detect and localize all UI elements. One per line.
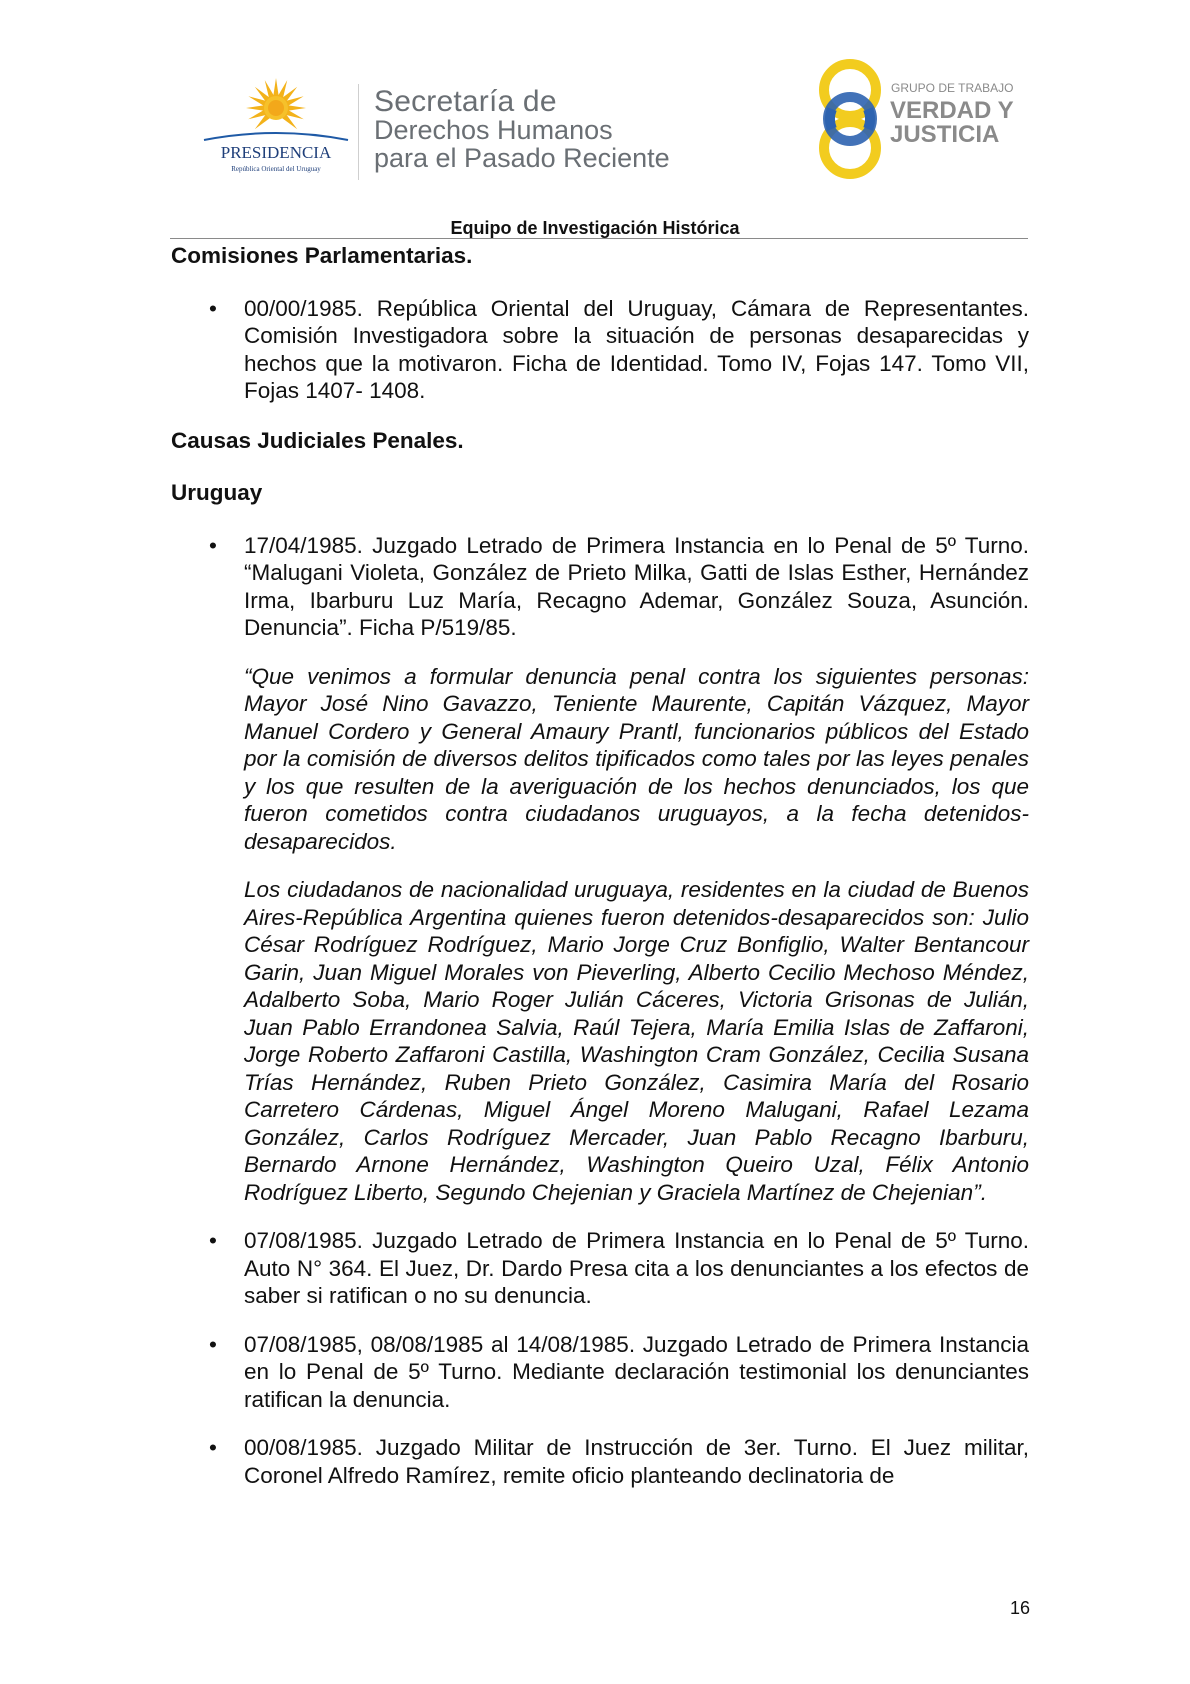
list-item <box>171 532 1029 642</box>
heading-uruguay: Uruguay <box>171 480 263 505</box>
bullet: • <box>209 1435 217 1460</box>
bullet: • <box>209 1331 217 1357</box>
list-item-text: 07/08/1985, 08/08/1985 al 14/08/1985. Juzgado Letrado de Primera Instancia en lo Penal de 5º Turno. Mediante declaración testimonial los denunciantes ratifican la denuncia. <box>244 1331 1029 1412</box>
list-item <box>171 1434 1029 1489</box>
secretaria-line-1: Secretaría de <box>374 85 557 118</box>
heading-causas: Causas Judiciales Penales. <box>171 427 464 453</box>
quote-paragraph: Los ciudadanos de nacionalidad uruguaya, residentes en la ciudad de Buenos Aires-República Argentina quienes fueron detenidos-desaparecidos son: Julio César Rodríguez Rodríguez, Mario Jorge Cruz Bonfiglio, Walter Bentancour Garin, Juan Miguel Morales von Pieverling, Alberto Cecilio Mechoso Méndez, Adalberto Soba, Mario Roger Julián Cáceres, Victoria Grisonas de Julián, Juan Pablo Errandonea Salvia, Raúl Tejera, María Emilia Islas de Zaffaroni, Jorge Roberto Zaffaroni Castilla, Washington Cram González, Cecilia Susana Trías Hernández, Ruben Prieto González, Casimira María del Rosario Carretero Cárdenas, Miguel Ángel Moreno Malugani, Rafael Lezama González, Carlos Rodríguez Mercader, Juan Pablo Recagno Ibarburu, Bernardo Arnone Hernández, Washington Queiro Uzal, Félix Antonio Rodríguez Liberto, Segundo Chejenian y Graciela Martínez de Chejenian”. <box>244 877 1029 1205</box>
bullet: • <box>209 532 217 558</box>
bullet: • <box>209 295 217 321</box>
header-divider <box>358 84 359 180</box>
secretaria-line-3: para el Pasado Reciente <box>374 143 670 173</box>
list-item-text: 00/08/1985. Juzgado Militar de Instrucción de 3er. Turno. El Juez militar, Coronel Alfredo Ramírez, remite oficio planteando declinatoria de <box>244 1435 1029 1488</box>
secretaria-line-2: Derechos Humanos <box>374 115 613 145</box>
heading-comisiones: Comisiones Parlamentarias. <box>171 243 473 268</box>
list-item <box>171 295 1029 405</box>
page-header <box>0 0 1190 215</box>
quote-paragraph: “Que venimos a formular denuncia penal contra los siguientes personas: Mayor José Nino Gavazzo, Teniente Maurente, Capitán Vázquez, Mayor Manuel Cordero y General Amaury Prantl, funcionarios públicos del Estado por la comisión de diversos delitos tipificados como tales por las leyes penales y los que resulten de la averiguación de los hechos denunciados, los que fueron cometidos contra ciudadanos uruguayos, a la fecha detenidos-desaparecidos. <box>244 663 1029 854</box>
list-item-text: 17/04/1985. Juzgado Letrado de Primera Instancia en lo Penal de 5º Turno. “Malugani Violeta, González de Prieto Milka, Gatti de Islas Esther, Hernández Irma, Ibarburu Luz María, Recagno Ademar, González Souza, Asunción. Denuncia”. Ficha P/519/85. <box>244 532 1029 640</box>
list-item-text: 07/08/1985. Juzgado Letrado de Primera Instancia en lo Penal de 5º Turno. Auto N° 364. El Juez, Dr. Dardo Presa cita a los denunciantes a los efectos de saber si ratifican o no su denuncia. <box>244 1228 1029 1308</box>
header-rule <box>170 238 1028 239</box>
presidencia-logo <box>196 78 356 178</box>
department-title: Equipo de Investigación Histórica <box>450 218 740 238</box>
secretaria-logotype <box>374 85 670 173</box>
list-item <box>171 1227 1029 1310</box>
grupo-line-1: GRUPO DE TRABAJO <box>891 81 1014 95</box>
grupo-line-3: JUSTICIA <box>890 121 1000 148</box>
document-body <box>171 242 1029 1510</box>
presidencia-subtitle: República Oriental del Uruguay <box>231 165 321 173</box>
bullet: • <box>209 1228 217 1253</box>
list-item <box>171 1331 1029 1414</box>
verdad-justicia-logo <box>815 52 1025 182</box>
presidencia-name: PRESIDENCIA <box>220 143 332 162</box>
list-item-text: 00/00/1985. República Oriental del Uruguay, Cámara de Representantes. Comisión Investigadora sobre la situación de personas desaparecidas y hechos que la motivaron. Ficha de Identidad. Tomo IV, Fojas 147. Tomo VII, Fojas 1407- 1408. <box>244 295 1029 403</box>
page-number: 16 <box>1009 1598 1030 1618</box>
grupo-line-2: VERDAD Y <box>890 97 1014 124</box>
